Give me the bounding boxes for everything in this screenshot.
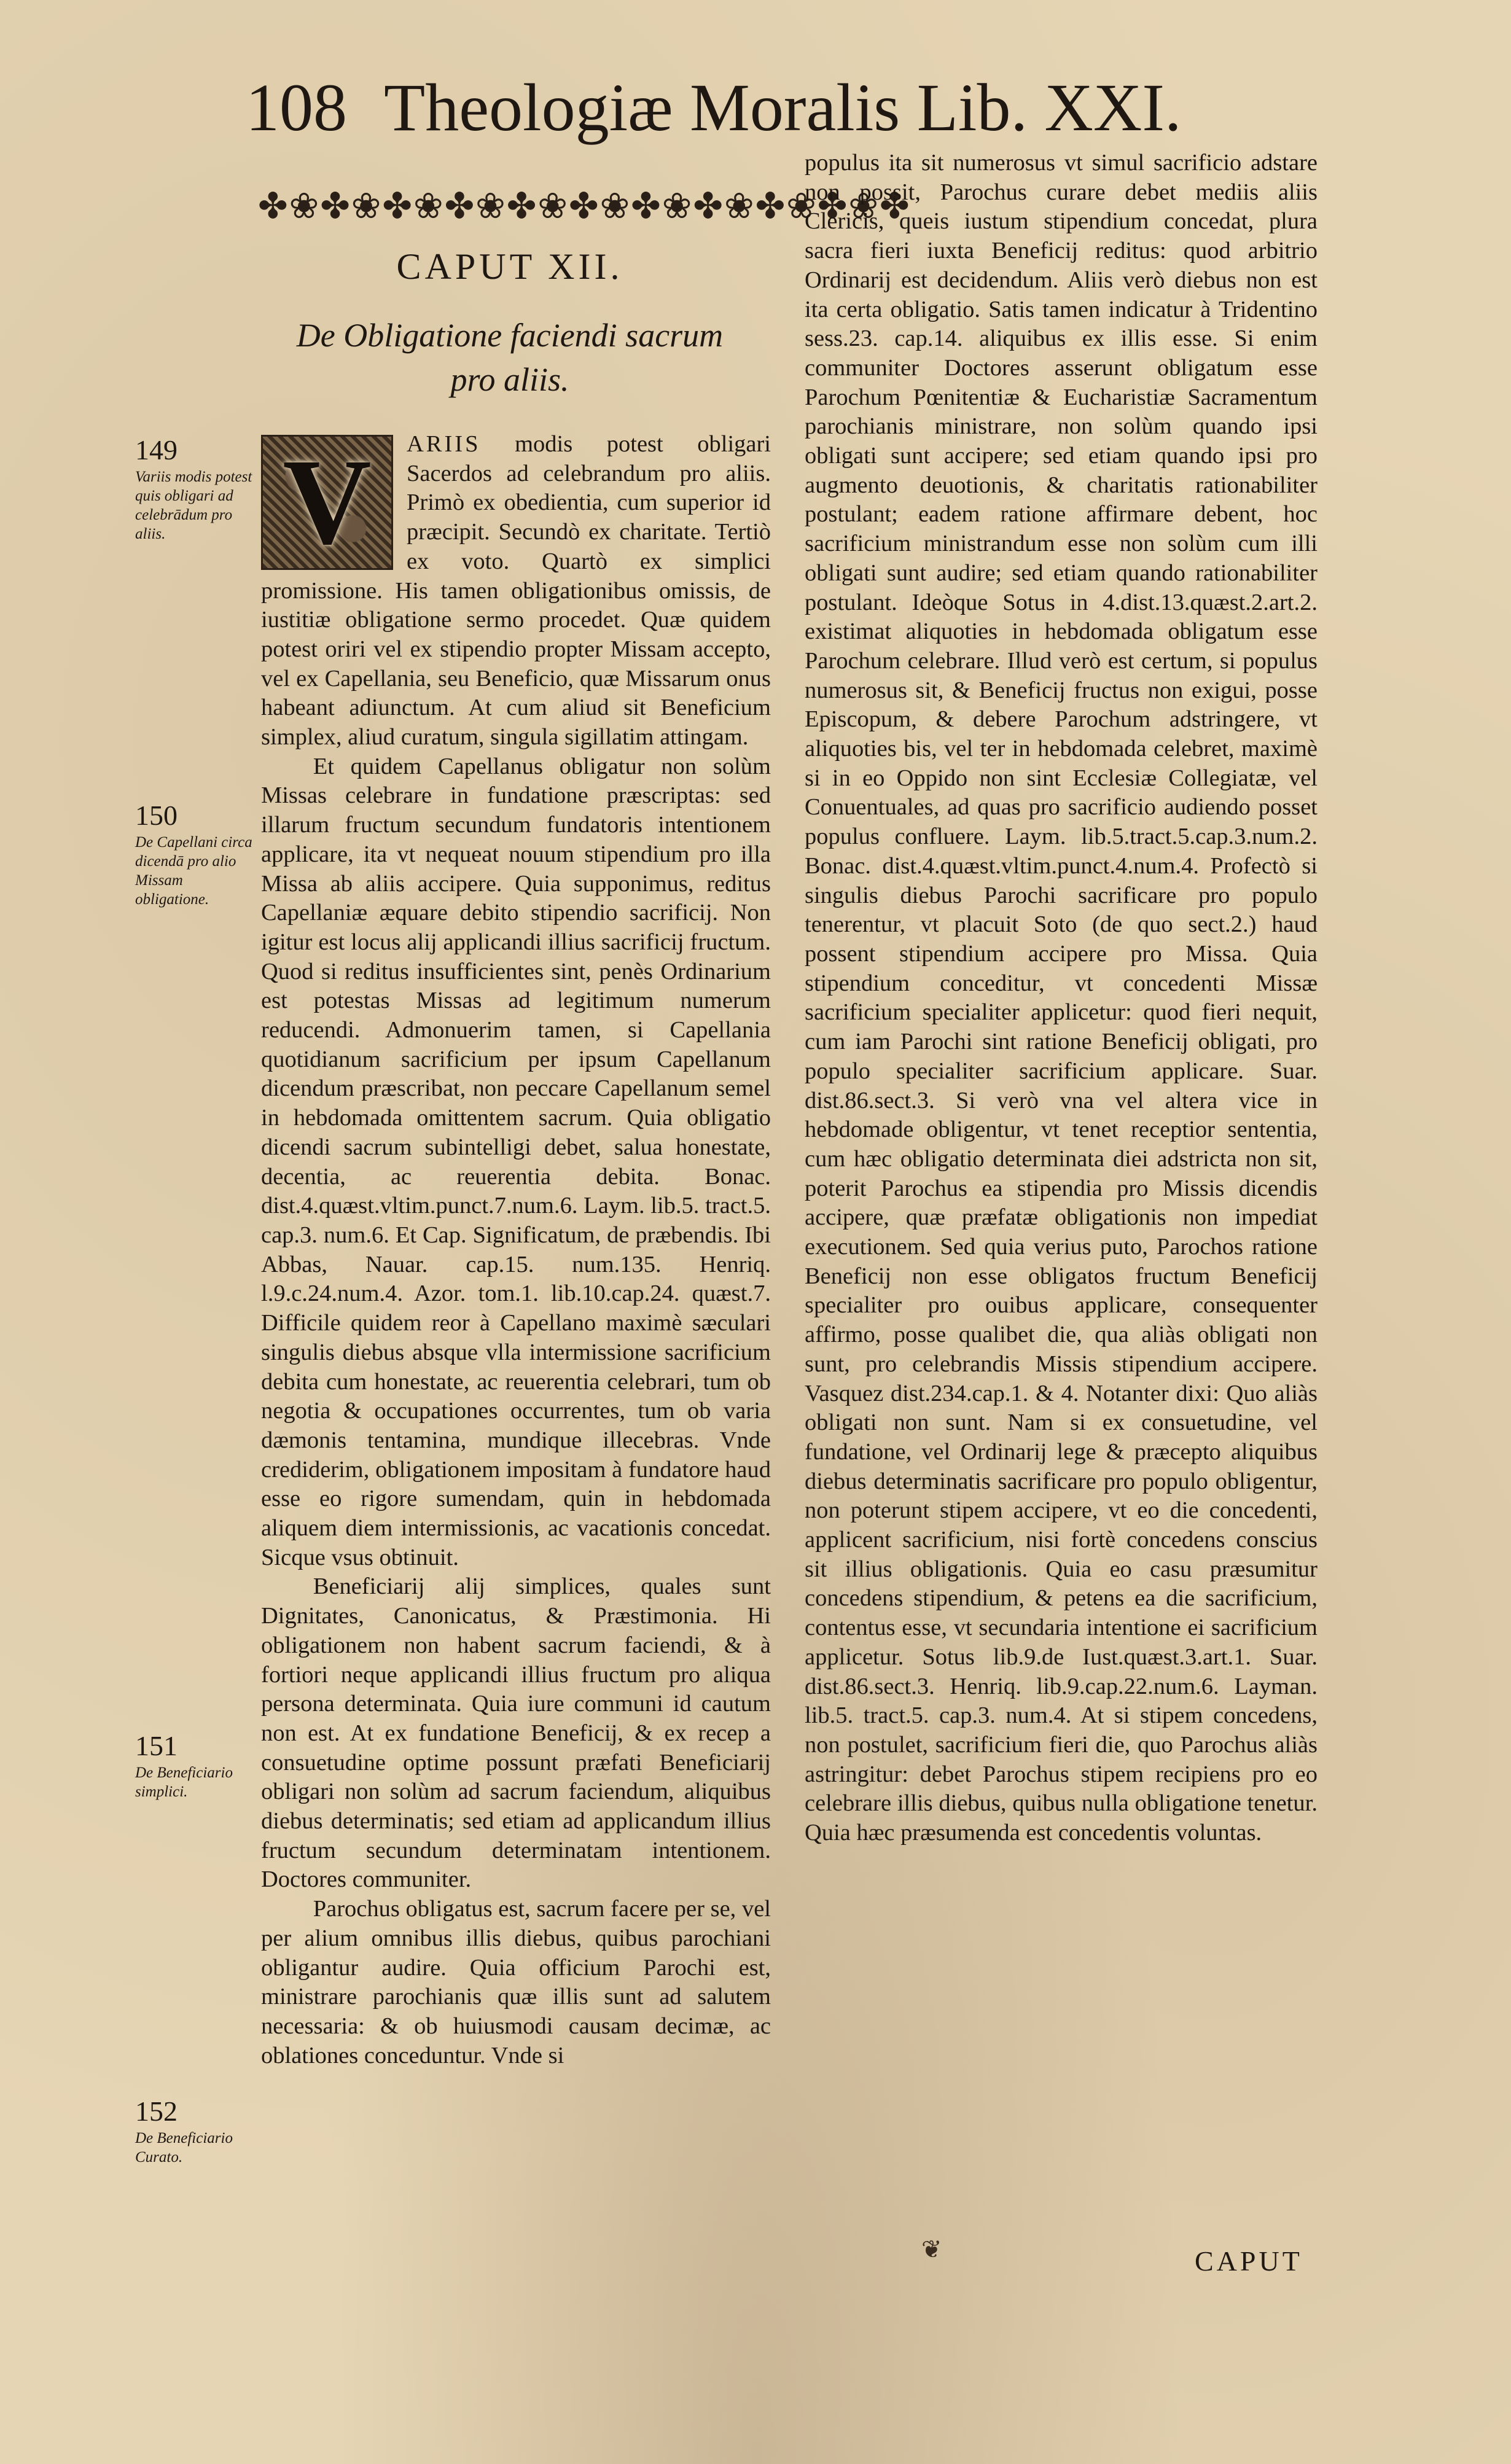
right-text-column bbox=[805, 149, 1318, 1848]
margin-note-text: Variis modis potest quis obligari ad celebrādum pro aliis. bbox=[135, 469, 252, 542]
floral-border-icon: ✤❀✤❀✤❀✤❀✤❀✤❀✤❀✤❀✤❀✤❀✤ bbox=[258, 185, 911, 227]
paragraph-text: modis potest obligari Sacerdos ad celebrandum pro aliis. Primò ex obedientia, cum superior id præcipit. Secundò ex charitate. Tertiò ex voto. Quartò ex simplici promissione. His tamen obligationibus omissis, de iustitiæ obligatione sermo procedet. Quæ quidem potest oriri vel ex stipendio propter Missam accepto, vel ex Capellania, seu Beneficio, quæ Missarum onus habeant adiunctum. At cum aliud sit Beneficium simplex, aliud curatum, singula sigillatim attingam. bbox=[261, 431, 771, 751]
margin-note bbox=[135, 1729, 258, 1801]
margin-note-text: De Beneficiario simplici. bbox=[135, 1764, 233, 1800]
paragraph-152: Parochus obligatus est, sacrum facere per se, vel per alium omnibus illis diebus, quibus parochiani obligantur audire. Quia officium Parochi est, ministrare parochianis quæ illis sunt ad salutem necessaria: & ob huiusmodi causam decimæ, ac oblationes conceduntur. Vnde si bbox=[261, 1896, 771, 2068]
printer-mark-icon: ❦ bbox=[921, 2236, 942, 2264]
margin-note-text: De Capellani circa dicendā pro alio Missam obligatione. bbox=[135, 834, 252, 908]
margin-note-text: De Beneficiario Curato. bbox=[135, 2130, 233, 2166]
paragraph-150: Et quidem Capellanus obligatur non solùm Missas celebrare in fundatione præscriptas: sed illarum fructum secundum fundatoris intentionem applicare, ita vt nequeat nouum stipendium pro illa Missa ab aliis accipere. Quia supponimus, reditus Capellaniæ æquare debito stipendio sacrificij. Non igitur est locus alij applicandi illius sacrificij fructum. Quod si reditus insufficientes sint, penès Ordinarium est potestas Missas ad legitimum numerum reducendi. Admonuerim tamen, si Capellania quotidianum sacrificium per ipsum Capellanum dicendum præscribat, non peccare Capellanum semel in hebdomada omittentem sacrum. Quia obligatio dicendi sacrum subintelligi debet, salua honestate, decentia, ac reuerentia debita. Bonac. dist.4.quæst.vltim.punct.7.num.6. Laym. lib.5. tract.5. cap.3. num.6. Et Cap. Significatum, de præbendis. Ibi Abbas, Nauar. cap.15. num.135. Henriq. l.9.c.24.num.4. Azor. tom.1. lib.10.cap.24. quæst.7. Difficile quidem reor à Capellano maximè sæculari singulis diebus absque vlla intermissione sacrificium debita cum honestate, ac reuerentia celebrari, tum ob negotia & occupationes occurrentes, tum ob varia dæmonis tentamina, mundique illecebras. Vnde crediderim, obligationem impositam à fundatore haud esse eo rigore sumendam, quin in hebdomada aliquem diem intermissionis, ac vacationis concedat. Sicque vsus obtinuit. bbox=[261, 753, 771, 1570]
running-title: Theologiæ Moralis Lib. XXI. bbox=[384, 70, 1182, 145]
margin-note bbox=[135, 433, 258, 544]
paragraph-number: 152 bbox=[135, 2096, 178, 2127]
paragraph-151: Beneficiarij alij simplices, quales sunt Dignitates, Canonicatus, & Præstimonia. Hi obligationem non habent sacrum faciendi, & à fortiori neque applicandi illius fructum pro aliqua persona determinata. Quia iure communi id cautum non est. At ex fundatione Beneficij, & ex recep a consuetudine optime possunt præfati Beneficiarij obligari non solùm ad sacrum faciendum, aliquibus diebus determinatis; sed etiam ad applicandum illius fructum secundum determinatam intentionem. Doctores communiter. bbox=[261, 1573, 771, 1893]
catchword: CAPUT bbox=[1195, 2245, 1303, 2277]
lead-word: ARIIS bbox=[407, 431, 481, 457]
margin-note bbox=[135, 798, 258, 909]
paragraph-152-continued: populus ita sit numerosus vt simul sacrificio adstare non possit, Parochus curare debet mediis aliis Clericis, queis iustum stipendium concedat, plura sacra fieri iuxta Beneficij reditus: quod arbitrio Ordinarij est decidendum. Aliis verò diebus non est ita certa obligatio. Satis tamen indicatur à Tridentino sess.23. cap.14. aliquibus ex illis esse. Si enim communiter Doctores asserunt obligatum esse Parochum Pœnitentiæ & Eucharistiæ Sacramentum parochianis ministrare, non solùm quando ipsi obligati sunt accipere; sed etiam quando ipsi pro augmento deuotionis, & charitatis rationabiliter postulant; eadem ratione affirmare debent, hoc sacrificium ministrandum esse non solùm cum illi obligati sunt audire; sed etiam quando rationabiliter postulant. Ideòque Sotus in 4.dist.13.quæst.2.art.2. existimat aliquoties in hebdomada obligatum esse Parochum celebrare. Illud verò est certum, si populus numerosus sit, & Beneficij fructus non exigui, posse Episcopum, & debere Parochum adstringere, vt aliquoties bis, vel ter in hebdomada celebret, maximè si in eo Oppido non sint Ecclesiæ Collegiatæ, vel Conuentuales, ad quas pro sacrificio audiendo posset populus confluere. Laym. lib.5.tract.5.cap.3.num.2. Bonac. dist.4.quæst.vltim.punct.4.num.4. Profectò si singulis diebus Parochi sacrificare pro populo tenerentur, vt placuit Soto (de quo sect.2.) haud possent stipendium accipere pro Missa. Quia stipendium conceditur, vt concedenti Missæ sacrificium specialiter applicetur: quod fieri nequit, cum iam Parochi sint ratione Beneficij obligati, pro populo specialiter sacrificium applicare. Suar. dist.86.sect.3. Si verò vna vel altera vice in hebdomade obligentur, vt tenet receptior sententia, cum hæc obligatio determinata diei adstricta non sit, poterit Parochus ea stipendia pro Missis dicendis accipere, quæ præfatæ obligationis non impediat executionem. Sed quia verius puto, Parochos ratione Beneficij non esse obligatos fructum Beneficij specialiter pro ouibus applicare, consequenter affirmo, posse qualibet die, qua aliàs obligati non sunt, pro celebrandis Missis stipendium accipere. Vasquez dist.234.cap.1. & 4. Notanter dixi: Quo aliàs obligati non sunt. Nam si ex consuetudine, vel fundatione, vel Ordinarij lege & præcepto aliquibus diebus determinatis sacrificare pro populo obligentur, non poterunt stipem accipere, vt eo die concedenti, applicent sacrificium, nisi fortè concedens conscius sit illius obligationis. Quia eo casu præsumitur concedens stipendium, & petens ea die sacrificium, contentus esse, vt secundaria intentione ei sacrificium applicetur. Sotus lib.9.de Iust.quæst.3.art.1. Suar. dist.86.sect.3. Henriq. lib.9.cap.22.num.6. Layman. lib.5. tract.5. cap.3. num.4. At si stipem concedens, non postulet, sacrificium fieri die, quo Parochus aliàs astringitur: debet Parochus stipem recipiens pro eo celebrare illis diebus, quibus nulla obligatione tenetur. Quia hæc præsumenda est concedentis voluntas. bbox=[805, 150, 1318, 1846]
chapter-title: CAPUT XII. bbox=[396, 246, 623, 287]
paragraph-number: 149 bbox=[135, 434, 178, 466]
chapter-subtitle: De Obligatione faciendi sacrum pro aliis. bbox=[296, 317, 724, 398]
paragraph-149 bbox=[261, 430, 771, 752]
left-text-column bbox=[261, 430, 771, 2070]
margin-note bbox=[135, 2094, 258, 2167]
dropcap-letter: V bbox=[283, 434, 372, 571]
dropcap-initial bbox=[261, 435, 393, 570]
paragraph-number: 151 bbox=[135, 1730, 178, 1761]
page-number: 108 bbox=[246, 70, 347, 145]
paragraph-number: 150 bbox=[135, 800, 178, 831]
running-header bbox=[246, 68, 1290, 147]
